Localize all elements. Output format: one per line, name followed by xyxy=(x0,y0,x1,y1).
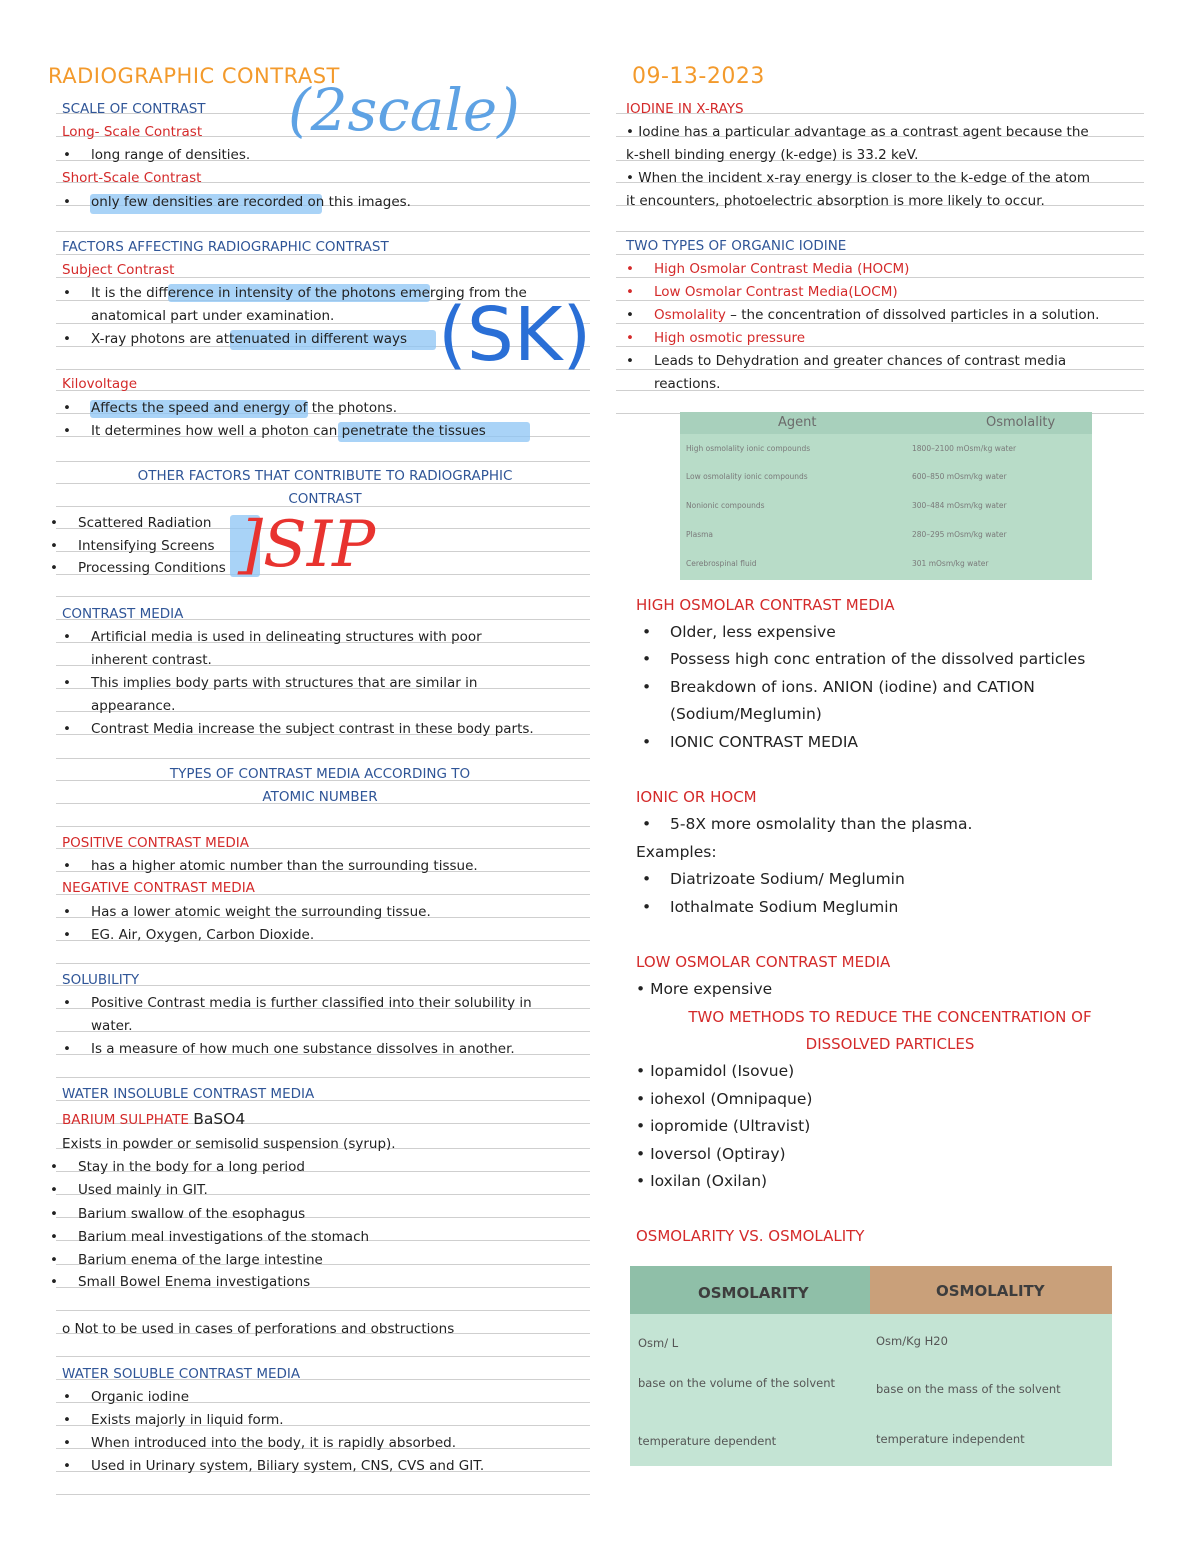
list-item: • Barium meal investigations of the stomach xyxy=(78,1229,369,1245)
ruled-line xyxy=(616,300,1144,301)
list-item: • Possess high conc entration of the dissolved particles xyxy=(670,650,1085,668)
ruled-line xyxy=(616,369,1144,370)
list-item-cont: (Sodium/Meglumin) xyxy=(670,705,822,723)
subheading: POSITIVE CONTRAST MEDIA xyxy=(62,835,249,851)
table-cell: base on the mass of the solvent xyxy=(876,1382,1061,1396)
section-heading: CONTRAST MEDIA xyxy=(62,606,184,622)
table-cell: 1800–2100 mOsm/kg water xyxy=(912,444,1017,453)
osmolality-table-image xyxy=(680,412,1092,580)
list-item: • Low Osmolar Contrast Media(LOCM) xyxy=(654,284,898,300)
list-item: • Ioxilan (Oxilan) xyxy=(636,1172,768,1190)
list-item-cont: anatomical part under examination. xyxy=(91,308,335,324)
ruled-line xyxy=(56,1031,590,1032)
table-cell: Cerebrospinal fluid xyxy=(686,559,757,568)
list-item: • only few densities are recorded on this images. xyxy=(91,194,411,210)
list-item: • When introduced into the body, it is rapidly absorbed. xyxy=(91,1435,456,1451)
list-item-cont: reactions. xyxy=(654,376,721,392)
ruled-line xyxy=(616,231,1144,232)
text-line: Examples: xyxy=(636,843,717,861)
list-item: • Used mainly in GIT. xyxy=(78,1182,208,1198)
list-item: • Iodine has a particular advantage as a contrast agent because the xyxy=(626,124,1089,140)
list-item: • Has a lower atomic weight the surrounding tissue. xyxy=(91,904,431,920)
list-item: • Barium swallow of the esophagus xyxy=(78,1206,305,1222)
section-heading: SOLUBILITY xyxy=(62,972,140,988)
list-item: • More expensive xyxy=(636,980,773,998)
ruled-line xyxy=(616,323,1144,324)
list-item: • Small Bowel Enema investigations xyxy=(78,1274,310,1290)
list-item: • Breakdown of ions. ANION (iodine) and CATION xyxy=(670,678,1035,696)
handwritten-annotation: ]SIP xyxy=(238,508,376,582)
subheading xyxy=(62,1110,245,1128)
osmolarity-table-image xyxy=(630,1266,1112,1466)
section-heading: SCALE OF CONTRAST xyxy=(62,101,206,117)
list-item: • When the incident x-ray energy is closer to the k-edge of the atom xyxy=(626,170,1090,186)
table-header: OSMOLALITY xyxy=(936,1282,1045,1300)
barium-formula: BaSO4 xyxy=(193,1110,246,1128)
subheading: Kilovoltage xyxy=(62,376,138,392)
text-line: Exists in powder or semisolid suspension (syrup). xyxy=(62,1136,396,1152)
table-cell: Plasma xyxy=(686,530,714,539)
list-item: • 5-8X more osmolality than the plasma. xyxy=(670,815,972,833)
list-item: • EG. Air, Oxygen, Carbon Dioxide. xyxy=(91,927,314,943)
ruled-line xyxy=(56,461,590,462)
list-item: • Organic iodine xyxy=(91,1389,189,1405)
barium-label: BARIUM SULPHATE xyxy=(62,1112,189,1128)
list-item: • Older, less expensive xyxy=(670,623,836,641)
ruled-line xyxy=(616,346,1144,347)
list-item: • long range of densities. xyxy=(91,147,250,163)
section-heading: OSMOLARITY VS. OSMOLALITY xyxy=(636,1227,865,1245)
section-heading: TYPES OF CONTRAST MEDIA ACCORDING TO xyxy=(169,766,471,782)
section-heading: IODINE IN X-RAYS xyxy=(626,101,744,117)
list-item: • Used in Urinary system, Biliary system, CNS, CVS and GIT. xyxy=(91,1458,484,1474)
table-header: Osmolality xyxy=(986,415,1056,430)
handwritten-annotation: (SK) xyxy=(438,292,592,378)
table-header: OSMOLARITY xyxy=(698,1284,809,1302)
subheading: Subject Contrast xyxy=(62,262,175,278)
table-cell: temperature independent xyxy=(876,1432,1025,1446)
ruled-line xyxy=(56,1494,590,1495)
list-item: • Contrast Media increase the subject contrast in these body parts. xyxy=(91,721,534,737)
ruled-line xyxy=(56,1310,590,1311)
list-item: • It is the difference in intensity of the photons emerging from the xyxy=(91,285,527,301)
table-header: Agent xyxy=(778,415,817,430)
ruled-line xyxy=(56,826,590,827)
table-cell: 600–850 mOsm/kg water xyxy=(912,472,1007,481)
text-line: o Not to be used in cases of perforations and obstructions xyxy=(62,1321,455,1337)
section-heading: HIGH OSMOLAR CONTRAST MEDIA xyxy=(636,596,895,614)
list-item: • Stay in the body for a long period xyxy=(78,1159,305,1175)
list-item: • High osmotic pressure xyxy=(654,330,805,346)
ruled-line xyxy=(616,277,1144,278)
ruled-line xyxy=(56,596,590,597)
table-cell: temperature dependent xyxy=(638,1434,777,1448)
ruled-line xyxy=(56,963,590,964)
list-item: • This implies body parts with structures that are similar in xyxy=(91,675,477,691)
list-item: • It determines how well a photon can penetrate the tissues xyxy=(91,423,486,439)
table-cell: 300–484 mOsm/kg water xyxy=(912,501,1007,510)
list-item: • Leads to Dehydration and greater chances of contrast media xyxy=(654,353,1066,369)
section-heading: LOW OSMOLAR CONTRAST MEDIA xyxy=(636,953,891,971)
subheading: Long- Scale Contrast xyxy=(62,124,203,140)
table-cell: High osmolality ionic compounds xyxy=(686,444,811,453)
page-title: RADIOGRAPHIC CONTRAST xyxy=(48,64,340,88)
list-item: • High Osmolar Contrast Media (HOCM) xyxy=(654,261,909,277)
list-item: • iopromide (Ultravist) xyxy=(636,1117,811,1135)
section-heading: IONIC OR HOCM xyxy=(636,788,757,806)
section-heading: WATER INSOLUBLE CONTRAST MEDIA xyxy=(62,1086,315,1102)
table-cell: Nonionic compounds xyxy=(686,501,765,510)
table-cell: Osm/ L xyxy=(638,1336,679,1350)
ruled-line xyxy=(56,1356,590,1357)
list-item: • Osmolality – the concentration of dissolved particles in a solution. xyxy=(654,307,1099,323)
section-heading: TWO METHODS TO REDUCE THE CONCENTRATION OF xyxy=(688,1008,1092,1026)
table-cell: Osm/Kg H20 xyxy=(876,1334,948,1348)
section-heading: ATOMIC NUMBER xyxy=(262,789,378,805)
list-item: • Affects the speed and energy of the photons. xyxy=(91,400,397,416)
list-item: • Iothalmate Sodium Meglumin xyxy=(670,898,898,916)
section-heading: WATER SOLUBLE CONTRAST MEDIA xyxy=(62,1366,301,1382)
list-item: • has a higher atomic number than the surrounding tissue. xyxy=(91,858,478,874)
table-cell: 280–295 mOsm/kg water xyxy=(912,530,1007,539)
ruled-line xyxy=(616,254,1144,255)
list-item: • Processing Conditions xyxy=(78,560,226,576)
page-date: 09-13-2023 xyxy=(632,64,765,89)
list-item: • Ioversol (Optiray) xyxy=(636,1145,786,1163)
section-heading: DISSOLVED PARTICLES xyxy=(805,1035,975,1053)
ruled-line xyxy=(56,231,590,232)
list-item-cont: it encounters, photoelectric absorption is more likely to occur. xyxy=(626,193,1045,209)
list-item-cont: inherent contrast. xyxy=(91,652,212,668)
table-cell: Low osmolality ionic compounds xyxy=(686,472,808,481)
list-item: • Artificial media is used in delineating structures with poor xyxy=(91,629,482,645)
list-item: • Scattered Radiation xyxy=(78,515,211,531)
list-item: • Diatrizoate Sodium/ Meglumin xyxy=(670,870,905,888)
subheading: NEGATIVE CONTRAST MEDIA xyxy=(62,880,255,896)
section-heading: TWO TYPES OF ORGANIC IODINE xyxy=(626,238,847,254)
list-item: • Is a measure of how much one substance dissolves in another. xyxy=(91,1041,515,1057)
list-item: • Positive Contrast media is further classified into their solubility in xyxy=(91,995,532,1011)
list-item-cont: water. xyxy=(91,1018,133,1034)
list-item-cont: k-shell binding energy (k-edge) is 33.2 keV. xyxy=(626,147,919,163)
section-heading: OTHER FACTORS THAT CONTRIBUTE TO RADIOGRAPHIC xyxy=(137,468,513,484)
handwritten-annotation: (2scale) xyxy=(288,76,520,144)
subheading: Short-Scale Contrast xyxy=(62,170,202,186)
table-cell: base on the volume of the solvent xyxy=(638,1376,836,1390)
list-item: • Barium enema of the large intestine xyxy=(78,1252,323,1268)
list-item: • Iopamidol (Isovue) xyxy=(636,1062,795,1080)
list-item: • IONIC CONTRAST MEDIA xyxy=(670,733,858,751)
section-heading: CONTRAST xyxy=(288,491,362,507)
list-item: • Exists majorly in liquid form. xyxy=(91,1412,284,1428)
table-cell: 301 mOsm/kg water xyxy=(912,559,989,568)
list-item: • iohexol (Omnipaque) xyxy=(636,1090,813,1108)
section-heading: FACTORS AFFECTING RADIOGRAPHIC CONTRAST xyxy=(62,239,389,255)
ruled-line xyxy=(56,1077,590,1078)
list-item-cont: appearance. xyxy=(91,698,176,714)
ruled-line xyxy=(56,758,590,759)
list-item: • X-ray photons are attenuated in different ways xyxy=(91,331,407,347)
list-item: • Intensifying Screens xyxy=(78,538,215,554)
